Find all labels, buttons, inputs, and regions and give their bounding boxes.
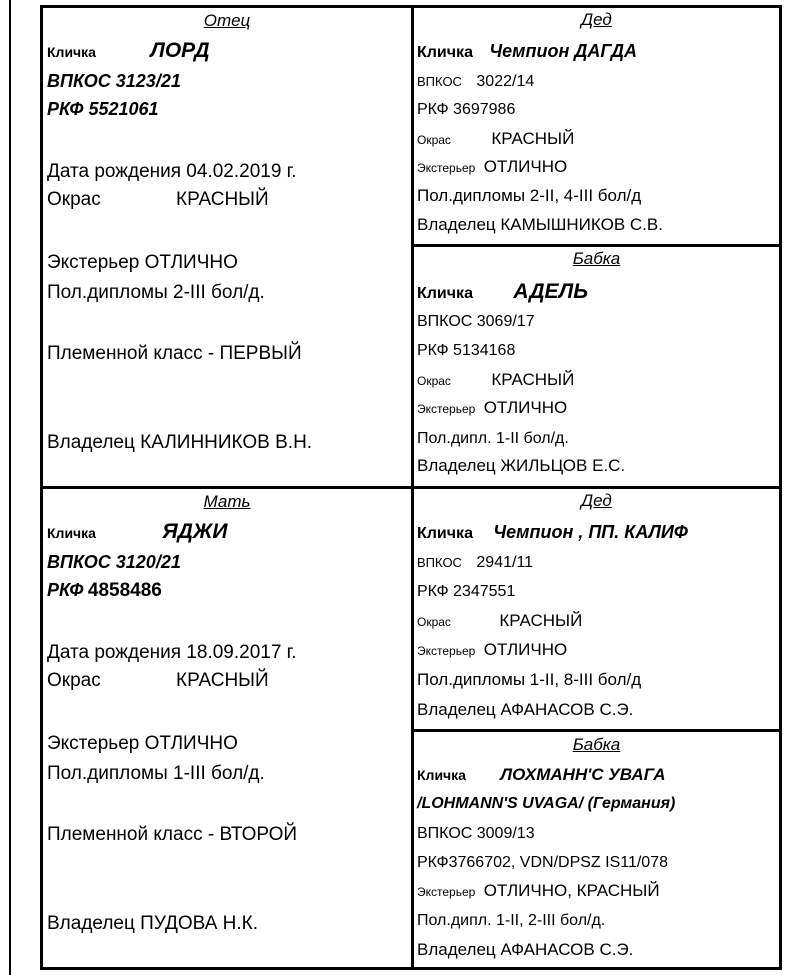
mother-cell xyxy=(43,489,411,967)
paternal-grandmother-klichka-label: Кличка xyxy=(417,285,473,302)
father-vpkos: ВПКОС 3123/21 xyxy=(47,71,181,91)
maternal-grandfather-vpkos: 2941/11 xyxy=(476,554,534,571)
paternal-grandmother-owner: Владелец ЖИЛЬЦОВ Е.С. xyxy=(417,456,626,475)
maternal-grandmother-vpkos: ВПКОС 3009/13 xyxy=(417,825,535,842)
mother-color-row xyxy=(47,671,411,690)
paternal-grandmother-color-label: Окрас xyxy=(417,374,451,388)
maternal-grandfather-heading: Дед xyxy=(581,491,612,510)
maternal-grandfather-name: Чемпион , ПП. КАЛИФ xyxy=(493,522,688,542)
paternal-grandfather-rkf: РКФ 3697986 xyxy=(417,101,516,118)
maternal-grandmother-exterior-row xyxy=(417,882,779,900)
maternal-grandfather-diplomas: Пол.дипломы 1-II, 8-III бол/д xyxy=(417,670,642,689)
mother-klichka-label: Кличка xyxy=(47,525,96,541)
paternal-grandfather-color: КРАСНЫЙ xyxy=(491,129,575,148)
paternal-grandmother-heading: Бабка xyxy=(572,249,621,268)
father-owner: Владелец КАЛИННИКОВ В.Н. xyxy=(47,432,313,453)
paternal-grandfather-exterior-row xyxy=(417,158,779,176)
father-heading: Отец xyxy=(203,11,251,30)
mother-rkf-row xyxy=(47,581,411,600)
paternal-grandfather-klichka-label: Кличка xyxy=(417,44,473,61)
paternal-grandfather-heading: Дед xyxy=(581,10,612,29)
father-exterior: Экстерьер ОТЛИЧНО xyxy=(47,252,238,273)
father-birth: Дата рождения 04.02.2019 г. xyxy=(47,161,297,182)
mother-birth: Дата рождения 18.09.2017 г. xyxy=(47,642,297,663)
maternal-grandfather-rkf: РКФ 2347551 xyxy=(417,583,516,600)
maternal-grandfather-color: КРАСНЫЙ xyxy=(499,611,583,630)
mother-diplomas: Пол.дипломы 1-III бол/д. xyxy=(47,763,265,784)
paternal-grandmother-name-row xyxy=(417,281,779,302)
father-klichka-label: Кличка xyxy=(47,44,96,60)
maternal-grandfather-exterior-row xyxy=(417,641,779,659)
maternal-grandfather-color-row xyxy=(417,612,779,630)
left-margin-rule xyxy=(9,0,11,975)
paternal-grandmother-exterior-row xyxy=(417,399,779,417)
maternal-grandfather-klichka-label: Кличка xyxy=(417,525,473,542)
maternal-grandmother-heading: Бабка xyxy=(572,735,621,754)
paternal-grandfather-diplomas: Пол.дипломы 2-II, 4-III бол/д xyxy=(417,186,642,205)
paternal-grandfather-color-label: Окрас xyxy=(417,133,451,147)
maternal-grandfather-exterior: ОТЛИЧНО xyxy=(483,640,568,659)
maternal-grandfather-vpkos-row xyxy=(417,555,779,571)
mother-name: ЯДЖИ xyxy=(162,520,228,543)
paternal-grandfather-name: Чемпион ДАГДА xyxy=(489,41,637,61)
paternal-grandfather-vpkos-row xyxy=(417,74,779,90)
paternal-grandmother-exterior: ОТЛИЧНО xyxy=(483,398,568,417)
paternal-grandfather-vpkos: 3022/14 xyxy=(476,73,535,90)
mother-rkf: 4858486 xyxy=(87,580,162,601)
paternal-grandfather-vpkos-label: ВПКОС xyxy=(417,74,462,89)
paternal-grandmother-name: АДЕЛЬ xyxy=(513,280,589,303)
father-color-row xyxy=(47,190,411,209)
maternal-grandmother-diplomas: Пол.дипл. 1-II, 2-III бол/д. xyxy=(417,912,606,929)
father-color: КРАСНЫЙ xyxy=(176,189,269,210)
maternal-grandmother-rkf: РКФ3766702, VDN/DPSZ IS11/078 xyxy=(417,854,668,871)
maternal-grandmother-klichka-label: Кличка xyxy=(417,767,466,783)
father-class: Племенной класс - ПЕРВЫЙ xyxy=(47,343,302,364)
father-diplomas: Пол.дипломы 2-III бол/д. xyxy=(47,282,265,303)
paternal-grandfather-owner: Владелец КАМЫШНИКОВ С.В. xyxy=(417,215,663,234)
paternal-grandmother-rkf: РКФ 5134168 xyxy=(417,342,516,359)
maternal-grandmother-cell xyxy=(414,732,779,967)
maternal-grandmother-exterior: ОТЛИЧНО, КРАСНЫЙ xyxy=(483,881,660,900)
mother-vpkos: ВПКОС 3120/21 xyxy=(47,552,181,572)
paternal-grandfather-exterior: ОТЛИЧНО xyxy=(483,157,568,176)
paternal-grandmother-color: КРАСНЫЙ xyxy=(491,370,575,389)
paternal-grandmother-cell xyxy=(414,247,779,486)
maternal-grandmother-exterior-label: Экстерьер xyxy=(417,885,476,899)
maternal-grandfather-exterior-label: Экстерьер xyxy=(417,644,476,658)
maternal-grandfather-name-row xyxy=(417,523,779,542)
mother-rkf-label: РКФ xyxy=(47,580,84,600)
mother-owner: Владелец ПУДОВА Н.К. xyxy=(47,913,259,934)
maternal-grandfather-color-label: Окрас xyxy=(417,615,451,629)
maternal-grandmother-name-row xyxy=(417,766,779,784)
mother-class: Племенной класс - ВТОРОЙ xyxy=(47,824,298,845)
mother-heading: Мать xyxy=(203,492,251,511)
paternal-grandmother-color-row xyxy=(417,371,779,389)
maternal-grandmother-owner: Владелец АФАНАСОВ С.Э. xyxy=(417,940,634,959)
paternal-grandfather-exterior-label: Экстерьер xyxy=(417,161,476,175)
paternal-grandmother-exterior-label: Экстерьер xyxy=(417,402,476,416)
father-color-label: Окрас xyxy=(47,189,101,210)
father-cell xyxy=(43,8,411,486)
mother-color: КРАСНЫЙ xyxy=(176,670,269,691)
paternal-grandmother-vpkos: ВПКОС 3069/17 xyxy=(417,313,535,330)
paternal-grandfather-cell xyxy=(414,8,779,244)
father-name-row xyxy=(47,40,411,61)
maternal-grandfather-vpkos-label: ВПКОС xyxy=(417,555,462,570)
father-rkf: РКФ 5521061 xyxy=(47,99,159,119)
maternal-grandmother-name-latin: /LOHMANN'S UVAGA/ (Германия) xyxy=(417,795,676,812)
maternal-grandfather-cell xyxy=(414,489,779,729)
paternal-grandmother-diplomas: Пол.дипл. 1-II бол/д. xyxy=(417,430,569,447)
maternal-grandmother-name: ЛОХМАНН'С УВАГА xyxy=(500,765,666,784)
father-name: ЛОРД xyxy=(150,39,210,62)
paternal-grandfather-color-row xyxy=(417,130,779,148)
maternal-grandfather-owner: Владелец АФАНАСОВ С.Э. xyxy=(417,700,634,719)
mother-exterior: Экстерьер ОТЛИЧНО xyxy=(47,733,238,754)
mother-color-label: Окрас xyxy=(47,670,101,691)
mother-name-row xyxy=(47,521,411,542)
paternal-grandfather-name-row xyxy=(417,42,779,61)
